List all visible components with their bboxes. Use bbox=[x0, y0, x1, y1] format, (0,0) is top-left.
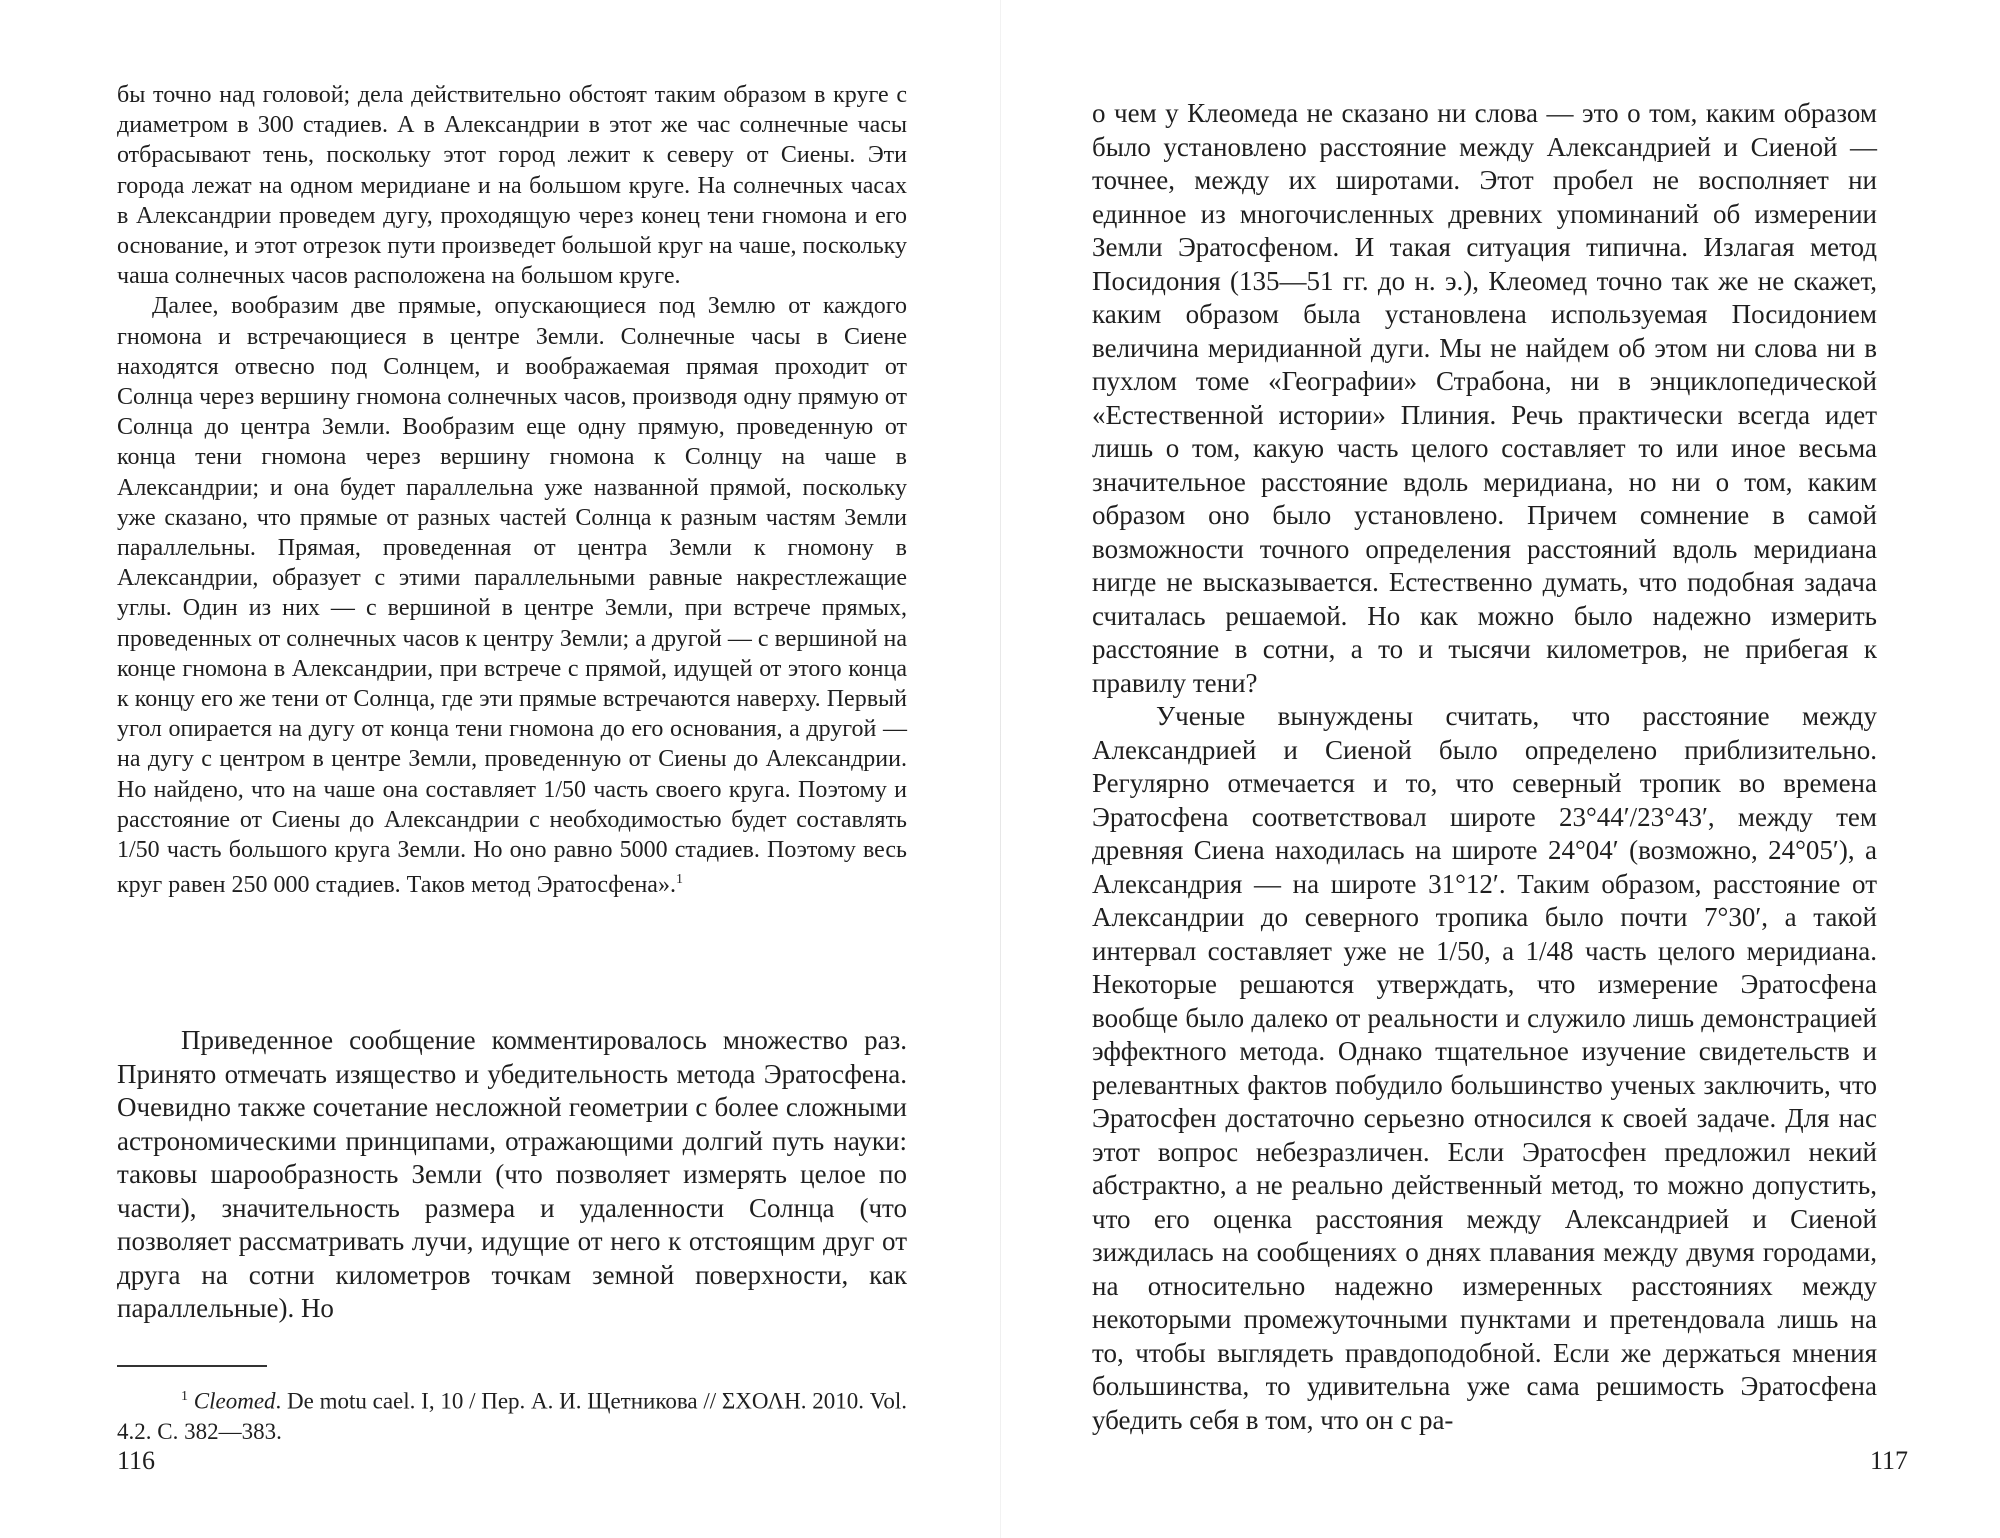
footnote-text bbox=[117, 1382, 907, 1447]
book-gutter bbox=[1000, 0, 1001, 1538]
quote-paragraph-2-continuation: часть своего круга. Поэтому и расстояние от Сиены до Александрии с необходимостью будет составлять bbox=[117, 776, 908, 833]
body-paragraph-1: о чем у Клеомеда не сказано ни слова — это о том, каким образом было установлено расстояние между Александрией и Сиеной — точнее, между их широтами. Этот пробел не восполняет ни единное из многочисленных древних упоминаний об измерении Земли Эратосфеном. И такая ситуация типична. Излагая метод Посидония (135—51 гг. до н. э.), Клеомед точно так же не скажет, каким образом была установлена используемая Посидонием величина меридианной дуги. Мы не найдем об этом ни слова ни в пухлом томе «Географии» Страбона, ни в энциклопедической «Естественной истории» Плиния. Речь практически всегда идет лишь о том, какую часть целого составляет то или иное весьма значительное расстояние вдоль меридиана, но ни о том, каким образом оно было установлено. Причем сомнение в самой возможности точного определения расстояний вдоль меридиана нигде не высказывается. Естественно думать, что подобная задача считалась решаемой. Но как можно было надежно измерить расстояние в сотни, а то и тысячи километров, не прибегая к правилу тени? bbox=[1092, 98, 1877, 698]
body-paragraph-2-text: Ученые вынуждены считать, что расстояние между Александрией и Сиеной было определено приблизительно. Регулярно отмечается и то, что северный тропик во времена Эратосфена соответствовал широте 23°44′/23°43′, между тем древняя Сиена находилась на широте 24°04′ (возможно, 24°05′), а Александрия — на широте 31°12′. Таким образом, расстояние от Александрии до северного тропика было почти 7°30′, а такой интервал составляет уже не bbox=[1092, 701, 1877, 966]
fraction-one-fiftieth: 1/50 bbox=[1436, 935, 1485, 966]
main-text-right bbox=[1092, 97, 1877, 1437]
fraction-one-forty-eighth: 1/48 bbox=[1525, 935, 1574, 966]
footnote-reference: 1 bbox=[675, 872, 683, 888]
quote-block bbox=[117, 80, 907, 900]
body-paragraph-2-continuation: часть целого меридиана. Некоторые решаются утверждать, что измерение Эратосфена вообще было далеко от реальности и служило лишь демонстрацией эффектного метода. Однако тщательное изучение свидетельств и релевантных фактов побудило большинство ученых заключить, что Эратосфен достаточно серьезно относился к своей задаче. Для нас этот вопрос небезразличен. Если Эратосфен предложил некий абстрактно, а не реально действенный метод, то можно допустить, что его оценка расстояния между Александрией и Сиеной зиждилась на сообщениях о днях плавания между двумя городами, на относительно надежно измеренных расстояниях между некоторыми промежуточными пунктами и претендовала лишь на то, чтобы выглядеть правдоподобной. Если же держаться мнения большинства, то удивительна уже сама решимость Эратосфена убедить себя в том, что он с ра- bbox=[1092, 935, 1878, 1435]
fraction-one-fiftieth: 1/50 bbox=[543, 776, 586, 803]
footnote-citation: . De motu cael. I, 10 / Пер. А. И. Щетникова // ΣΧΟΛΗ. 2010. Vol. 4.2. С. 382—383. bbox=[117, 1388, 908, 1444]
footnote-marker: 1 bbox=[181, 1389, 188, 1404]
quote-paragraph-2-text: Далее, вообразим две прямые, опускающиеся под Землю от каждого гномона и встречающиеся в центре Земли. Солнечные часы в Сиене находятся отвесно под Солнцем, и воображаемая прямая проходит от Солнца через вершину гномона солнечных часов, производя одну прямую от Солнца до центра Земли. Вообразим еще одну прямую, проведенную от конца тени гномона через вершину гномона к Солнцу на чаше в Александрии; и она будет параллельна уже названной прямой, поскольку уже сказано, что прямые от разных частей Солнца к разным частям Земли параллельны. Прямая, проведенная от центра Земли к гномону в Александрии, образует с этими параллельными равные накрестлежащие углы. Один из них — с вершиной в центре Земли, при встрече прямых, проведенных от солнечных часов к центру Земли; а другой — с вершиной на конце гномона в Александрии, при встрече с прямой, идущей от этого конца к концу его же тени от Солнца, где эти прямые встречаются наверху. Первый угол опирается на дугу от конца тени гномона до его основания, а другой — на дугу с центром в центре Земли, проведенную от Сиены до Александрии. Но найдено, что на чаше она составляет bbox=[117, 293, 907, 803]
footnote-divider bbox=[117, 1365, 267, 1367]
page-number-right: 117 bbox=[1869, 1446, 1908, 1475]
quote-paragraph-2 bbox=[117, 291, 907, 900]
quote-paragraph-2-ending: часть большого круга Земли. Но оно равно 5000 стадиев. Поэтому весь круг равен 250 000 стадиев. Таков метод Эратосфена». bbox=[117, 837, 908, 899]
conjunction-text: , а bbox=[1484, 935, 1515, 966]
quote-paragraph-1: бы точно над головой; дела действительно обстоят таким образом в круге с диаметром в 300 стадиев. А в Александрии в этот же час солнечные часы отбрасывают тень, поскольку этот город лежит к северу от Сиены. Эти города лежат на одном меридиане и на большом круге. На солнечных часах в Александрии проведем дугу, проходящую через конец тени гномона и его основание, и этот отрезок пути произведет большой круг на чаше, поскольку чаша солнечных часов расположена на большом круге. bbox=[117, 82, 907, 290]
page-number-left: 116 bbox=[117, 1446, 156, 1475]
main-text-left bbox=[117, 1024, 907, 1326]
body-paragraph: Приведенное сообщение комментировалось множество раз. Принято отмечать изящество и убедительность метода Эратосфена. Очевидно также сочетание несложной геометрии с более сложными астрономическими принципами, отражающими долгий путь науки: таковы шарообразность Земли (что позволяет измерять целое по части), значительность размера и удаленности Солнца (что позволяет рассматривать лучи, идущие от него к отстоящим друг от друга на сотни километров точкам земной поверхности, как параллельные). Но bbox=[117, 1025, 907, 1323]
footnote bbox=[117, 1382, 907, 1447]
footnote-author: Cleomed bbox=[193, 1388, 276, 1414]
body-paragraph-2 bbox=[1092, 700, 1877, 1437]
fraction-one-fiftieth: 1/50 bbox=[117, 837, 160, 864]
